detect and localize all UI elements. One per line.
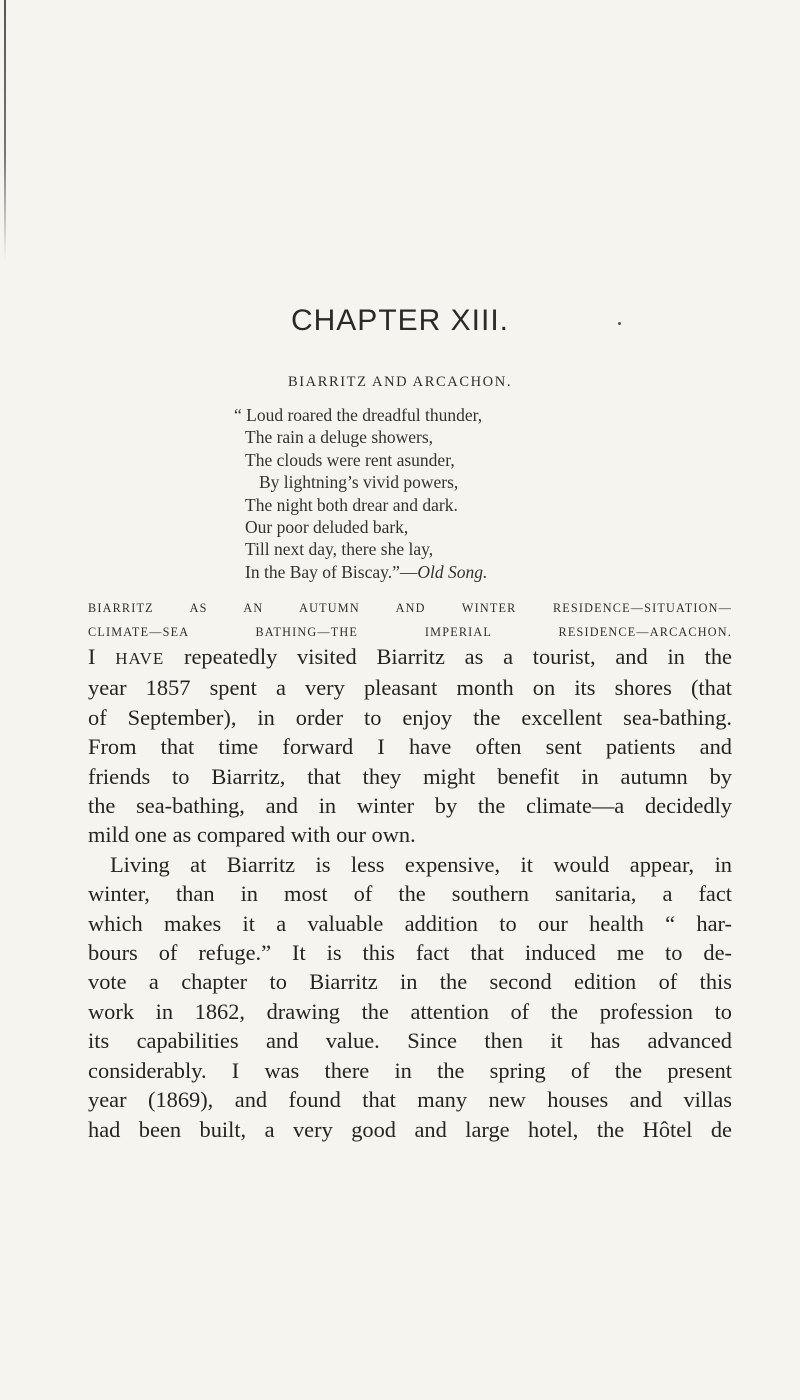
body-line: its capabilities and value. Since then it has advanced (88, 1028, 732, 1054)
body-line: From that time forward I have often sent patients and (88, 734, 732, 760)
first-line-rest: repeatedly visited Biarritz as a tourist, and in the (164, 644, 732, 669)
epigraph (234, 404, 734, 583)
body-line: winter, than in most of the southern sanitaria, a fact (88, 881, 732, 907)
epigraph-line-text: In the Bay of Biscay.”— (245, 561, 418, 582)
body-line: mild one as compared with our own. (88, 822, 416, 848)
body-text (88, 642, 732, 1144)
chapter-summary (88, 596, 732, 644)
summary-line: CLIMATE—SEA BATHING—THE IMPERIAL RESIDENCE—ARCACHON. (88, 625, 732, 639)
drop-word: I (88, 644, 96, 669)
body-line: bours of refuge.” It is this fact that induced me to de- (88, 940, 732, 966)
section-heading: BIARRITZ AND ARCACHON. (287, 374, 513, 390)
epigraph-line-last (245, 561, 734, 583)
epigraph-line: The night both drear and dark. (245, 494, 458, 515)
body-line: Living at Biarritz is less expensive, it would appear, in (110, 851, 732, 877)
body-line: considerably. I was there in the spring of the present (88, 1057, 732, 1083)
first-word-smallcaps: HAVE (115, 649, 165, 668)
epigraph-line: Till next day, there she lay, (245, 539, 434, 560)
epigraph-line: The rain a deluge showers, (245, 427, 434, 448)
body-line: work in 1862, drawing the attention of the profession to (88, 998, 732, 1024)
body-line: which makes it a valuable addition to our health “ har- (88, 910, 732, 936)
body-line: had been built, a very good and large hotel, the Hôtel de (88, 1116, 732, 1142)
epigraph-line: “ Loud roared the dreadful thunder, (234, 405, 483, 425)
epigraph-source: Old Song. (417, 561, 488, 582)
body-line: year 1857 spent a very pleasant month on its shores (that (88, 675, 732, 701)
body-line: year (1869), and found that many new houses and villas (88, 1087, 732, 1113)
epigraph-line: By lightning’s vivid powers, (259, 472, 459, 493)
summary-line: BIARRITZ AS AN AUTUMN AND WINTER RESIDENCE—SITUATION— (88, 601, 732, 615)
chapter-title: CHAPTER XIII. (290, 304, 510, 337)
body-line: friends to Biarritz, that they might benefit in autumn by (88, 763, 732, 789)
epigraph-line: Our poor deluded bark, (245, 517, 409, 538)
body-first-line (88, 642, 732, 673)
body-line: of September), in order to enjoy the excellent sea-bathing. (88, 704, 732, 730)
epigraph-line: The clouds were rent asunder, (245, 449, 455, 470)
page-edge-line (4, 0, 6, 260)
body-line: vote a chapter to Biarritz in the second edition of this (88, 969, 732, 995)
body-line: the sea-bathing, and in winter by the climate—a decidedly (88, 793, 732, 819)
